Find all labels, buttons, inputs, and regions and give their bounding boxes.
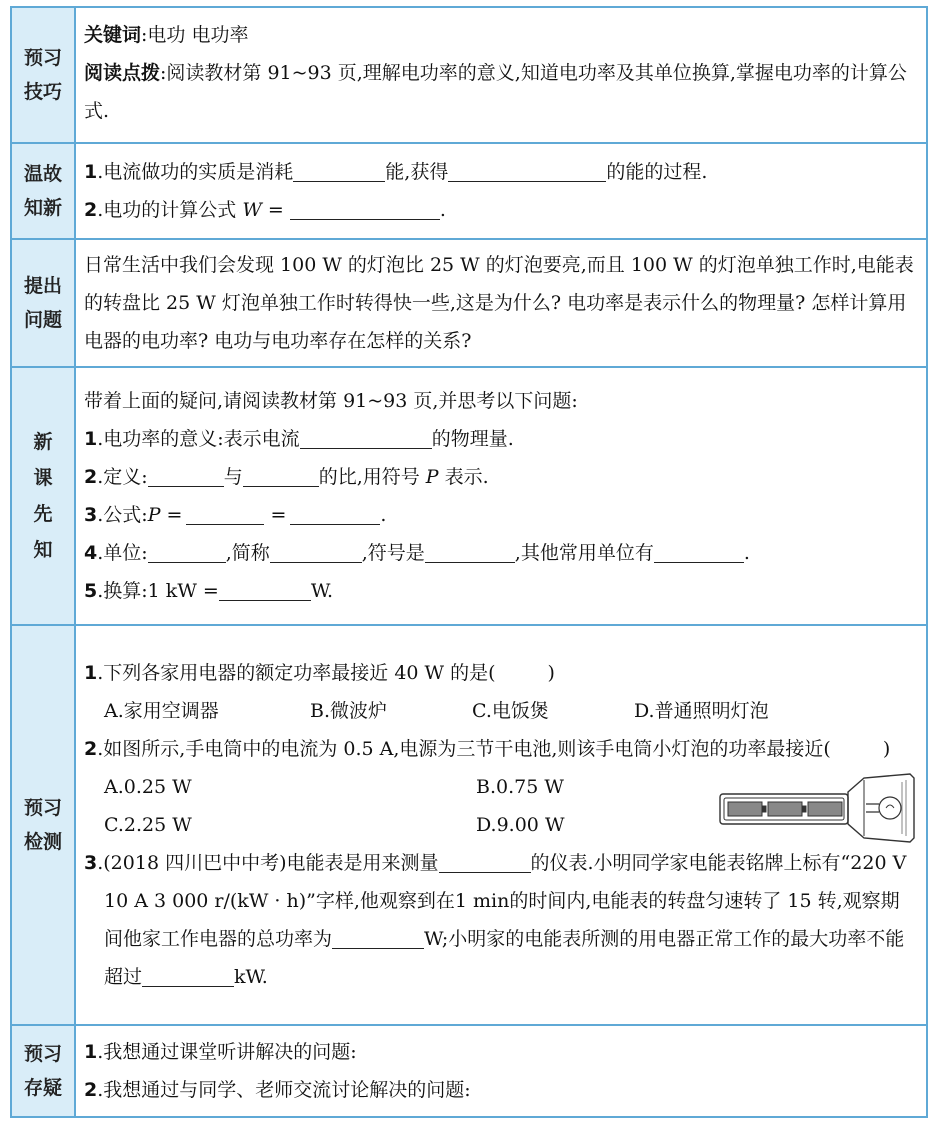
answer-blank[interactable] [654,540,744,563]
question-text: .定义: [97,466,148,488]
question-text: .电功的计算公式 [97,199,243,221]
doubts-row [11,1025,927,1117]
question-text: 日常生活中我们会发现 100 W 的灯泡比 25 W 的灯泡要亮,而且 100 W 的灯泡单独工作时,电能表的转盘比 25 W 灯泡单独工作时转得快一些,这是为什么? 电功率是表示什么的物理量? 怎样计算用电器的电功率? 电功与电功率存在怎样的关系? [84,254,914,352]
new-lesson-label: 新 课 先 知 [11,367,75,625]
preview-tips-content [75,7,927,143]
keywords-label: 关键词 [84,24,142,46]
question-text: . [743,542,750,564]
review-q1 [84,153,918,191]
answer-blank[interactable] [439,850,531,873]
keywords-text: :电功 电功率 [141,24,249,46]
review-label: 温故 知新 [11,143,75,239]
check-q1-options [84,692,918,730]
preview-tips-label: 预习 技巧 [11,7,75,143]
flashlight-figure [714,768,920,848]
answer-blank[interactable] [290,197,440,220]
question-number: 2 [84,466,98,488]
question-text: ,简称 [225,542,270,564]
question-text: .我想通过与同学、老师交流讨论解决的问题: [97,1079,471,1101]
question-text: ) [547,662,555,684]
question-text: .电功率的意义:表示电流 [97,428,300,450]
question-text: .电流做功的实质是消耗 [97,161,294,183]
new-lesson-q2 [84,458,918,496]
new-lesson-q3 [84,496,918,534]
worksheet-table [10,6,928,1118]
option-c[interactable]: C.电饭煲 [472,700,549,722]
answer-blank[interactable] [293,159,385,182]
check-q2 [84,730,918,768]
question-text: .下列各家用电器的额定功率最接近 40 W 的是( [97,662,496,684]
new-lesson-q1 [84,420,918,458]
new-lesson-content [75,367,927,625]
bulb-icon [866,797,901,819]
reading-tip-text: :阅读教材第 91~93 页,理解电功率的意义,知道电功率及其单位换算,掌握电功率的计算公式. [84,62,907,122]
question-text: W. [310,580,334,602]
question-text: = [261,199,284,221]
check-q3 [84,844,918,996]
question-text: 的比,用符号 [318,466,426,488]
question-text: 的能的过程. [606,161,708,183]
question-text: W;小明家的电能表所测的用电器正常工作的最大功率不能超过 [104,928,905,988]
review-content [75,143,927,239]
question-number: 4 [84,542,98,564]
answer-blank[interactable] [148,540,226,563]
answer-blank[interactable] [425,540,515,563]
question-text: 的仪表.小明同学家电能表铭牌上标有“220 V 10 A 3 000 r/(kW · h)”字样,他观察到在1 min的时间内,电能表的转盘匀速转了 15 转,观察期间他家工作电器的总功率为 [104,852,907,950]
option-d[interactable]: D.9.00 W [476,814,565,836]
formula-variable: P [147,504,161,526]
answer-blank[interactable] [148,464,224,487]
review-q2 [84,191,918,229]
check-content [75,625,927,1025]
new-lesson-q4 [84,534,918,572]
question-text: 与 [223,466,243,488]
answer-blank[interactable] [243,464,319,487]
question-text: = [264,504,287,526]
question-text: 电能表是用来测量 [286,852,439,874]
question-number: 1 [84,1041,98,1063]
question-number: 3 [84,504,98,526]
answer-blank[interactable] [142,964,234,987]
question-text: . [380,504,387,526]
option-a[interactable]: A.家用空调器 [104,700,219,722]
check-row [11,625,927,1025]
question-text: 的物理量. [431,428,514,450]
new-lesson-q5 [84,572,918,610]
question-text: 能,获得 [385,161,449,183]
reflector-lines [902,780,906,836]
question-text: .我想通过课堂听讲解决的问题: [97,1041,357,1063]
question-text: = [160,504,183,526]
battery-icon [728,802,842,816]
doubts-content [75,1025,927,1117]
doubts-q2[interactable] [84,1071,918,1109]
question-number: 2 [84,738,98,760]
option-b[interactable]: B.0.75 W [476,776,564,798]
question-content [75,239,927,367]
question-number: 2 [84,1079,98,1101]
answer-blank[interactable] [332,926,424,949]
answer-blank[interactable] [290,502,380,525]
question-label: 提出 问题 [11,239,75,367]
question-source: .(2018 四川巴中中考) [97,852,287,874]
option-c[interactable]: C.2.25 W [104,814,192,836]
question-number: 2 [84,199,98,221]
option-d[interactable]: D.普通照明灯泡 [634,700,769,722]
doubts-q1[interactable] [84,1033,918,1071]
review-row [11,143,927,239]
answer-blank[interactable] [448,159,606,182]
question-text: .单位: [97,542,148,564]
question-number: 1 [84,662,98,684]
answer-blank[interactable] [219,578,311,601]
question-number: 1 [84,428,98,450]
formula-variable: P [425,466,439,488]
question-text: ) [882,738,891,760]
preview-tips-row [11,7,927,143]
question-text: ,其他常用单位有 [514,542,654,564]
formula-variable: W [242,199,262,221]
question-text: kW. [234,966,268,988]
check-q1 [84,654,918,692]
option-a[interactable]: A.0.25 W [104,776,192,798]
question-text: .如图所示,手电筒中的电流为 0.5 A,电源为三节干电池,则该手电筒小灯泡的功率最接近( [97,738,831,760]
question-text: ,符号是 [361,542,425,564]
question-text: . [439,199,446,221]
answer-blank[interactable] [270,540,362,563]
reading-tip-label: 阅读点拨 [84,62,161,84]
doubts-label: 预习 存疑 [11,1025,75,1117]
answer-blank[interactable] [300,426,432,449]
question-text: 表示. [438,466,489,488]
answer-blank[interactable] [186,502,264,525]
question-number: 1 [84,161,98,183]
option-b[interactable]: B.微波炉 [310,700,388,722]
question-number: 5 [84,580,98,602]
check-label: 预习 检测 [11,625,75,1025]
question-text: .公式: [97,504,148,526]
new-lesson-intro: 带着上面的疑问,请阅读教材第 91~93 页,并思考以下问题: [84,390,578,412]
question-text: .换算:1 kW = [97,580,219,602]
question-number: 3 [84,852,98,874]
new-lesson-row [11,367,927,625]
question-row [11,239,927,367]
